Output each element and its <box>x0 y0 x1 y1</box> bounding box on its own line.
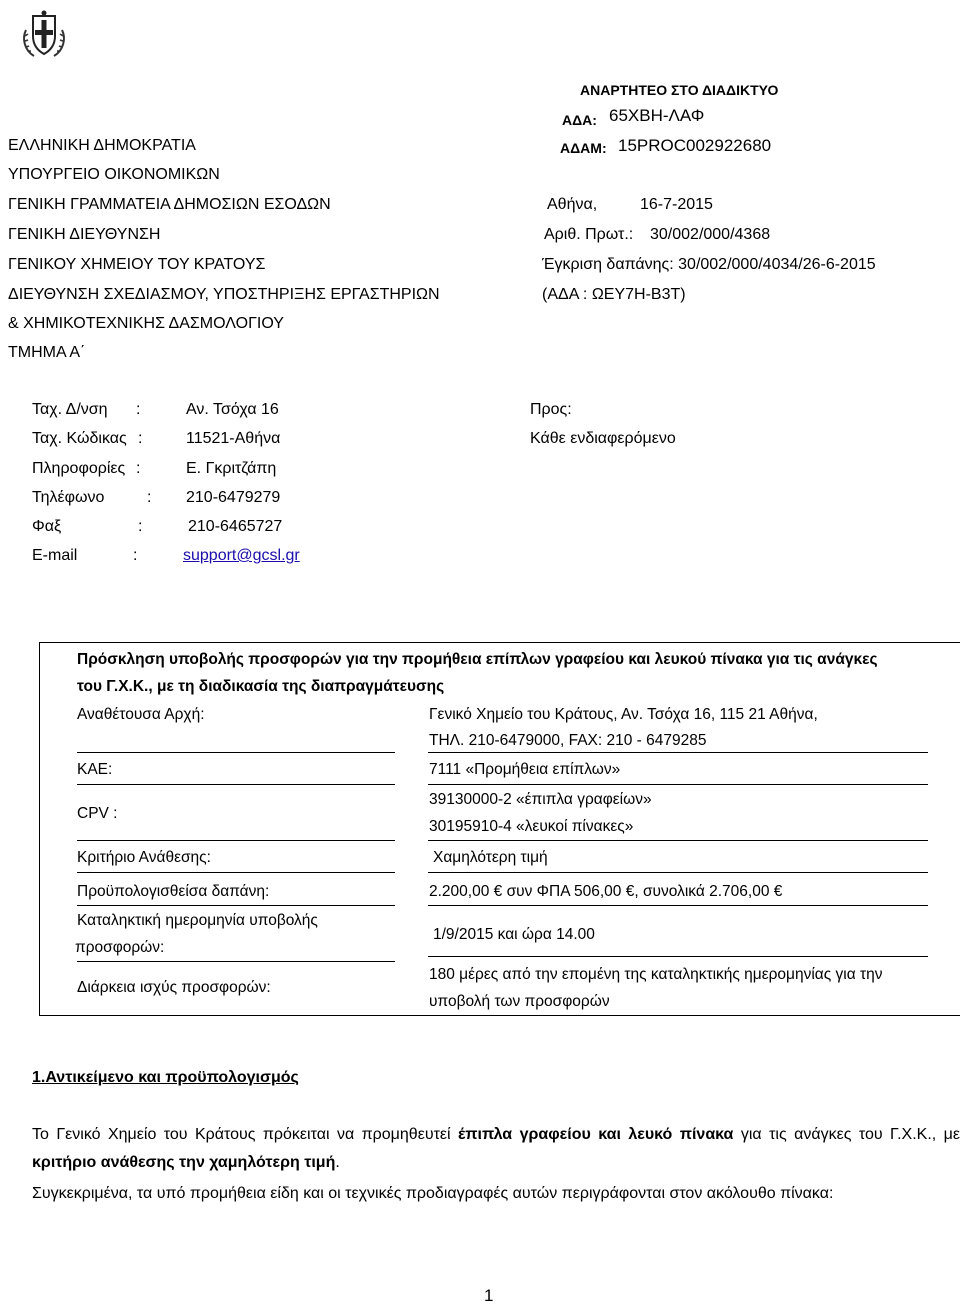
ada-value: 65ΧΒΗ-ΛΑΦ <box>609 106 705 125</box>
divider <box>428 840 928 841</box>
validity-line-1: 180 μέρες από την επομένη της καταληκτικής ημερομηνίας για την <box>429 966 883 983</box>
expense-approval: Έγκριση δαπάνης: 30/002/000/4034/26-6-2015 <box>542 256 876 273</box>
date-value: 16-7-2015 <box>640 196 713 213</box>
validity-label: Διάρκεια ισχύς προσφορών: <box>77 979 271 996</box>
email-link[interactable]: support@gcsl.gr <box>183 547 300 564</box>
header-state-lab: ΓΕΝΙΚΟΥ ΧΗΜΕΙΟΥ ΤΟΥ ΚΡΑΤΟΥΣ <box>8 256 266 273</box>
criterion-label: Κριτήριο Ανάθεσης: <box>77 849 211 866</box>
cpv-label: CPV : <box>77 805 118 822</box>
recipient-value: Κάθε ενδιαφερόμενο <box>530 430 676 447</box>
header-ministry: ΥΠΟΥΡΓΕΙΟ ΟΙΚΟΝΟΜΙΚΩΝ <box>8 166 220 183</box>
divider <box>428 872 928 873</box>
divider <box>428 956 928 957</box>
recipient-label: Προς: <box>530 401 572 418</box>
section-paragraph-1: Το Γενικό Χημείο του Κράτους πρόκειται να προμηθευτεί έπιπλα γραφείου και λευκό πίνακα για τις ανάγκες του Γ.Χ.Κ., με κριτήριο ανάθεσης την χαμηλότερη τιμή. <box>32 1126 960 1171</box>
header-general-directorate: ΓΕΝΙΚΗ ΔΙΕΥΘΥΝΣΗ <box>8 226 161 243</box>
header-republic: ΕΛΛΗΝΙΚΗ ΔΗΜΟΚΡΑΤΙΑ <box>8 137 196 154</box>
divider <box>428 905 928 906</box>
divider <box>428 752 928 753</box>
coat-of-arms-icon <box>20 8 68 60</box>
header-directorate-cont: & ΧΗΜΙΚΟΤΕΧΝΙΚΗΣ ΔΑΣΜΟΛΟΓΙΟΥ <box>8 315 284 332</box>
divider <box>77 840 395 841</box>
header-secretariat: ΓΕΝΙΚΗ ΓΡΑΜΜΑΤΕΙΑ ΔΗΜΟΣΙΩΝ ΕΣΟΔΩΝ <box>8 196 331 213</box>
adam-value: 15PROC002922680 <box>618 136 772 155</box>
kae-label: ΚΑΕ: <box>77 761 113 778</box>
divider <box>77 784 395 785</box>
cpv-line-2: 30195910-4 «λευκοί πίνακες» <box>429 818 634 835</box>
posted-online: ΑΝΑΡΤΗΤΕΟ ΣΤΟ ΔΙΑΔΙΚΤΥΟ <box>580 82 779 98</box>
kae-value: 7111 «Προμήθεια επίπλων» <box>429 761 621 778</box>
divider <box>77 961 395 962</box>
header-department: ΤΜΗΜΑ Α΄ <box>8 344 86 361</box>
ada-label: ΑΔΑ: <box>562 112 597 128</box>
section-title: 1.Αντικείμενο και προϋπολογισμός <box>32 1069 299 1086</box>
page-number: 1 <box>484 1286 494 1305</box>
invitation-title-1: Πρόσκληση υποβολής προσφορών για την προμήθεια επίπλων γραφείου και λευκού πίνακα για τις ανάγκες <box>77 651 878 668</box>
date-label: Αθήνα, <box>547 196 598 213</box>
deadline-label-1: Καταληκτική ημερομηνία υποβολής <box>77 912 318 929</box>
divider <box>428 784 928 785</box>
divider <box>77 905 395 906</box>
authority-line-1: Γενικό Χημείο του Κράτους, Αν. Τσόχα 16, 115 21 Αθήνα, <box>429 706 818 723</box>
validity-line-2: υποβολή των προσφορών <box>429 993 610 1010</box>
protocol-label: Αριθ. Πρωτ.: <box>544 226 634 243</box>
deadline-value: 1/9/2015 και ώρα 14.00 <box>433 926 595 943</box>
criterion-value: Χαμηλότερη τιμή <box>433 849 548 866</box>
authority-line-2: ΤΗΛ. 210-6479000, FAX: 210 - 6479285 <box>429 732 707 749</box>
budget-label: Προϋπολογισθείσα δαπάνη: <box>77 883 270 900</box>
divider <box>77 872 395 873</box>
protocol-value: 30/002/000/4368 <box>650 226 771 243</box>
header-directorate: ΔΙΕΥΘΥΝΣΗ ΣΧΕΔΙΑΣΜΟΥ, ΥΠΟΣΤΗΡΙΞΗΣ ΕΡΓΑΣΤΗΡΙΩΝ <box>8 286 440 303</box>
invitation-title-2: του Γ.Χ.Κ., με τη διαδικασία της διαπραγμάτευσης <box>77 678 445 695</box>
authority-label: Αναθέτουσα Αρχή: <box>77 706 205 723</box>
approval-ada: (ΑΔΑ : ΩΕΥ7Η-Β3Τ) <box>542 286 686 303</box>
divider <box>77 752 395 753</box>
section-paragraph-2: Συγκεκριμένα, τα υπό προμήθεια είδη και οι τεχνικές προδιαγραφές αυτών περιγράφονται στον ακόλουθο πίνακα: <box>32 1185 834 1202</box>
budget-value: 2.200,00 € συν ΦΠΑ 506,00 €, συνολικά 2.706,00 € <box>429 883 783 900</box>
deadline-label-2: προσφορών: <box>75 939 165 956</box>
adam-label: ΑΔΑΜ: <box>560 140 607 156</box>
invitation-box <box>39 642 960 1016</box>
cpv-line-1: 39130000-2 «έπιπλα γραφείων» <box>429 791 652 808</box>
